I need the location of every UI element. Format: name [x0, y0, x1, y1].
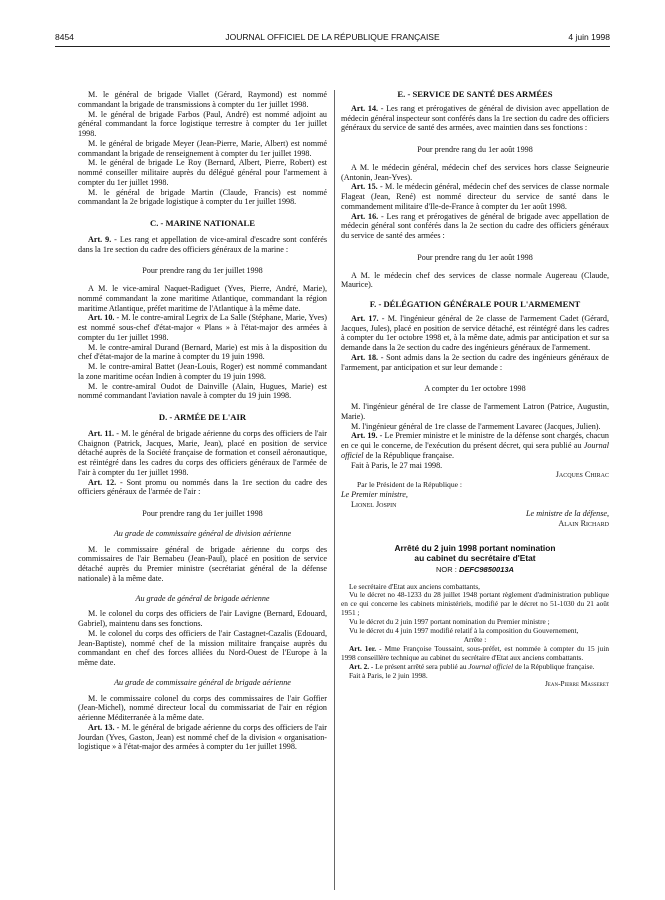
article: Art. 10. - M. le contre-amiral Legrix de La Salle (Stéphane, Marie, Yves) est nommé sous-chef d'état-major « Plans » à l'état-major des armées à compter du 1er juillet 1998.	[78, 313, 327, 342]
header-rule	[55, 46, 610, 47]
arrete-title: Arrêté du 2 juin 1998 portant nomination au cabinet du secrétaire d'Etat	[394, 542, 556, 563]
journal-title: JOURNAL OFFICIEL DE LA RÉPUBLIQUE FRANÇAISE	[225, 32, 440, 42]
page-header	[55, 32, 610, 46]
signature-masseret: Jean-Pierre Masseret	[544, 679, 609, 689]
grade-heading: Au grade de général de brigade aérienne	[135, 593, 270, 603]
paragraph: M. le général de brigade Farbos (Paul, André) est nommé adjoint au général commandant la force logistique terrestre à compter du 1er juillet 1998.	[78, 109, 327, 138]
paragraph: M. le commissaire général de brigade aérienne du corps des commissaires de l'air Bernabeu (Jean-Paul), placé en position de service détaché auprès du Premier ministre (secrétariat général de la défense nationale) à la même date.	[78, 544, 327, 583]
paragraph: M. le contre-amiral Battet (Jean-Louis, Roger) est nommé commandant la zone maritime océan Indien à compter du 19 juin 1998.	[78, 362, 327, 381]
column-separator	[334, 90, 335, 890]
grade-heading: Au grade de commissaire général de division aérienne	[113, 528, 292, 538]
article-label: Art. 9.	[88, 234, 112, 244]
signature-richard: Alain Richard	[558, 519, 609, 528]
rank-date: Pour prendre rang du 1er juillet 1998	[142, 266, 263, 276]
left-column	[78, 90, 327, 752]
article-label: Art. 1er.	[349, 643, 377, 653]
article: Art. 13. - M. le général de brigade aérienne du corps des officiers de l'air Jourdan (Yves, Gaston, Jean) est nommé chef de la division « organisation-logistique » à l'état-major des armées à compter du 1er juillet 1998.	[78, 722, 327, 752]
done-at: Fait à Paris, le 27 mai 1998.	[351, 460, 443, 470]
article-label: Art. 19.	[351, 431, 378, 441]
article-label: Art. 15.	[351, 182, 378, 192]
article: Art. 16. - Les rang et prérogatives de général de brigade avec appellation de médecin général sont conférés dans la 2e section du cadre des officiers généraux du service de santé des armées :	[341, 211, 610, 240]
article: Art. 14. - Les rang et prérogatives de général de division avec appellation de médecin général inspecteur sont conférés dans la 1re section du cadre des officiers généraux du service de santé des armées, avec maintien dans ses fonctions :	[341, 103, 609, 133]
paragraph: M. le général de brigade Viallet (Gérard, Raymond) est nommé commandant la brigade de transmissions à compter du 1er juillet 1998.	[78, 90, 327, 109]
nor-reference: NOR : DEFC9850013A	[436, 564, 514, 574]
paragraph: M. le contre-amiral Oudot de Dainville (Alain, Hugues, Marie) est nommé commandant l'aviation navale à compter du 19 juin 1998.	[78, 381, 327, 401]
section-heading: F. - DÉLÉGATION GÉNÉRALE POUR L'ARMEMENT	[369, 299, 581, 309]
article: Art. 19. - Le Premier ministre et le ministre de la défense sont chargés, chacun en ce qui le concerne, de l'exécution du présent décret, qui sera publié au Journal officiel de la République française.	[341, 431, 609, 460]
article: Art. 12. - Sont promu ou nommés dans la 1re section du cadre des officiers généraux de l'armée de l'air :	[78, 477, 327, 497]
paragraph: M. le colonel du corps des officiers de l'air Castagnet-Cazalis (Edouard, Jean-Baptiste), nommé chef de la mission militaire française auprès du commandant en chef des forces alliées du Nord-Ouest de l'Europe à la même date.	[78, 628, 327, 667]
article: Art. 9. - Les rang et appellation de vice-amiral d'escadre sont conférés dans la 1re section du cadre des officiers généraux de la marine :	[78, 234, 327, 254]
right-column	[341, 90, 609, 689]
article-label: Art. 17.	[351, 313, 379, 323]
article-label: Art. 13.	[88, 722, 115, 732]
paragraph: Vu le décret no 48-1233 du 28 juillet 1948 portant règlement d'administration publique en ce qui concerne les cabinets ministériels, modifié par le décret no 51-1030 du 21 août 1951 ;	[341, 590, 609, 618]
paragraph: Vu le décret du 2 juin 1997 portant nomination du Premier ministre ;	[349, 617, 550, 627]
ministre-defense-label: Le ministre de la défense,	[526, 509, 609, 519]
article-label: Art. 16.	[351, 211, 379, 221]
par-le-president: Par le Président de la République :	[357, 480, 463, 489]
paragraph: M. l'ingénieur général de 1re classe de l'armement Latron (Patrice, Augustin, Marie).	[341, 402, 609, 421]
rank-date: A compter du 1er octobre 1998	[424, 384, 526, 394]
article-label: Art. 11.	[88, 428, 115, 438]
signature-jospin: Lionel Jospin	[351, 499, 397, 509]
premier-ministre-label: Le Premier ministre,	[341, 489, 408, 499]
signature-chirac: Jacques Chirac	[555, 470, 609, 480]
paragraph: M. le colonel du corps des officiers de l'air Lavigne (Bernard, Edouard, Gabriel), maintenu dans ses fonctions.	[78, 609, 327, 628]
article-label: Art. 10.	[88, 313, 115, 323]
section-heading: E. - SERVICE DE SANTÉ DES ARMÉES	[397, 89, 553, 99]
paragraph: M. le commissaire colonel du corps des commissaires de l'air Goffier (Jean-Michel), nommé directeur local du commissariat de l'air en région aérienne Méditerranée à la même date.	[78, 693, 327, 722]
article-label: Art. 18.	[351, 352, 379, 362]
paragraph: Vu le décret du 4 juin 1997 modifié relatif à la composition du Gouvernement,	[349, 626, 579, 636]
arrete-label: Arrête :	[463, 634, 487, 644]
rank-date: Pour prendre rang du 1er août 1998	[417, 252, 533, 262]
rank-date: Pour prendre rang du 1er août 1998	[417, 145, 533, 154]
article: Art. 18. - Sont admis dans la 2e section du cadre des ingénieurs généraux de l'armement, par anticipation et sur leur demande :	[341, 352, 609, 372]
paragraph: M. le contre-amiral Durand (Bernard, Marie) est mis à la disposition du chef d'état-major de la marine à compter du 19 juin 1998.	[78, 342, 327, 362]
article: Art. 17. - M. l'ingénieur général de 2e classe de l'armement Cadet (Gérard, Jacques, Jules), placé en position de service détaché, est réintégré dans les cadres à compter du 1er octobre 1998 et, à la même date, admis par anticipation et sur sa demande dans la 2e section du cadre des ingénieurs généraux de l'armement.	[341, 313, 609, 352]
paragraph: M. le général de brigade Martin (Claude, Francis) est nommé commandant la 2e brigade logistique à compter du 1er juillet 1998.	[78, 187, 327, 207]
section-heading: C. - MARINE NATIONALE	[150, 218, 255, 228]
rank-date: Pour prendre rang du 1er juillet 1998	[142, 509, 263, 518]
article: Art. 1er. - Mme Françoise Toussaint, sous-préfet, est nommée à compter du 15 juin 1998 conseillère technique au cabinet du secrétaire d'Etat aux anciens combattants.	[341, 643, 609, 662]
section-heading: D. - ARMÉE DE L'AIR	[158, 412, 247, 422]
done-at: Fait à Paris, le 2 juin 1998.	[349, 670, 428, 680]
article: Art. 11. - M. le général de brigade aérienne du corps des officiers de l'air Chaignon (Patrick, Jacques, Marie, Jean), placé en position de service détaché auprès de la Société française de formation et conseil aéronautique, est réintégré dans les cadres du corps des officiers généraux de l'armée de l'air à compter du 1er juillet 1998.	[78, 428, 327, 477]
article-label: Art. 2.	[349, 661, 370, 671]
page-number: 8454	[55, 32, 74, 42]
article-label: Art. 12.	[88, 477, 117, 487]
article: Art. 2. - Le présent arrêté sera publié au Journal officiel de la République française.	[349, 661, 595, 671]
article-label: Art. 14.	[351, 103, 379, 113]
issue-date: 4 juin 1998	[568, 32, 610, 42]
grade-heading: Au grade de commissaire général de brigade aérienne	[114, 677, 291, 687]
arrete-body	[341, 583, 609, 690]
paragraph: A M. le vice-amiral Naquet-Radiguet (Yves, Pierre, André, Marie), nommé commandant la zone maritime Atlantique, commandant la région maritime Atlantique, préfet maritime de l'Atlantique à la même date.	[78, 284, 327, 313]
paragraph: A M. le médecin chef des services de classe normale Augereau (Claude, Maurice).	[341, 270, 609, 290]
paragraph: M. le général de brigade Le Roy (Bernard, Albert, Pierre, Robert) est nommé conseiller militaire auprès du délégué général pour l'armement à compter du 1er juillet 1998.	[78, 158, 327, 187]
paragraph: Le secrétaire d'Etat aux anciens combattants,	[349, 581, 480, 591]
article: Art. 15. - M. le médecin général, médecin chef des services de classe normale Flageat (Jean, René) est nommé directeur du service de santé dans le commandement militaire d'Ile-de-France à compter du 1er août 1998.	[341, 182, 609, 211]
paragraph: M. le général de brigade Meyer (Jean-Pierre, Marie, Albert) est nommé commandant la brigade de renseignement à compter du 1er juillet 1998.	[78, 138, 327, 158]
paragraph: A M. le médecin général, médecin chef des services hors classe Seigneurie (Antonin, Jean-Yves).	[341, 162, 609, 182]
paragraph: M. l'ingénieur général de 1re classe de l'armement Lavarec (Jacques, Julien).	[351, 421, 601, 431]
